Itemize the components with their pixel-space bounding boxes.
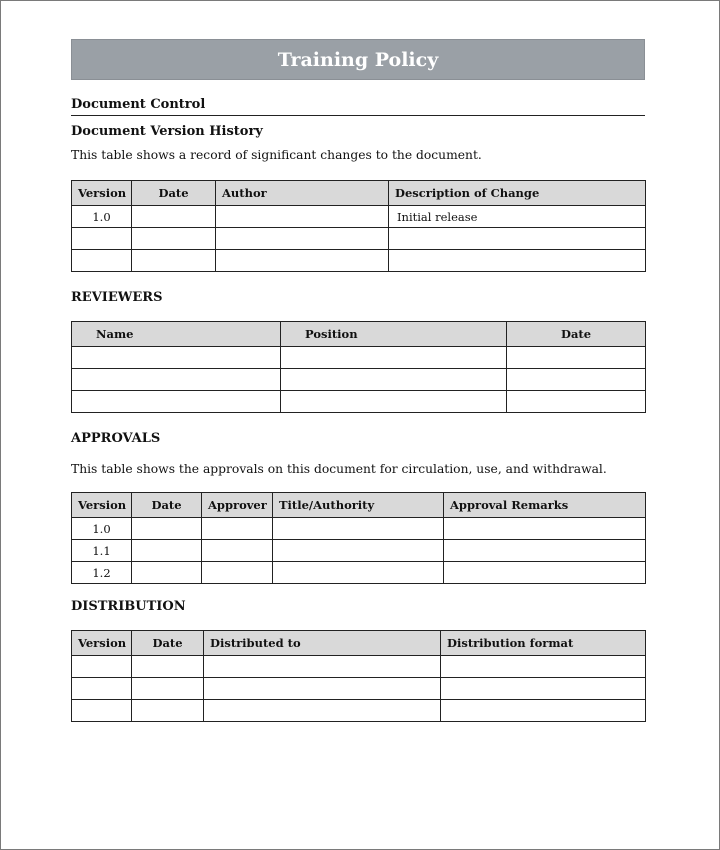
table-cell[interactable] <box>132 656 204 678</box>
column-header: Description of Change <box>389 181 646 206</box>
table-cell[interactable] <box>441 678 646 700</box>
table-cell[interactable] <box>441 656 646 678</box>
table-row <box>72 562 646 584</box>
table-cell[interactable] <box>72 700 132 722</box>
column-header: Position <box>281 322 507 347</box>
table-cell[interactable]: 1.0 <box>72 206 132 228</box>
table-cell[interactable] <box>72 228 132 250</box>
table-cell[interactable] <box>132 228 216 250</box>
approvals-intro: This table shows the approvals on this document for circulation, use, and withdrawal. <box>71 462 607 476</box>
column-header: Version <box>72 631 132 656</box>
table-cell[interactable]: 1.1 <box>72 540 132 562</box>
table-cell[interactable] <box>204 700 441 722</box>
table-row <box>72 518 646 540</box>
table-cell[interactable] <box>202 540 273 562</box>
table-cell[interactable] <box>281 347 507 369</box>
table-cell[interactable] <box>281 391 507 413</box>
table-row <box>72 700 646 722</box>
table-cell[interactable] <box>132 540 202 562</box>
table-row <box>72 369 646 391</box>
version-history-heading: Document Version History <box>71 124 263 139</box>
table-row <box>72 347 646 369</box>
column-header: Date <box>132 631 204 656</box>
column-header: Version <box>72 493 132 518</box>
table-cell[interactable] <box>72 656 132 678</box>
column-header: Date <box>132 493 202 518</box>
approvals-table <box>71 492 646 584</box>
table-row <box>72 656 646 678</box>
table-cell[interactable] <box>216 250 389 272</box>
table-cell[interactable] <box>132 518 202 540</box>
table-cell[interactable] <box>444 540 646 562</box>
table-row <box>72 540 646 562</box>
table-cell[interactable] <box>273 562 444 584</box>
column-header: Approval Remarks <box>444 493 646 518</box>
table-row <box>72 228 646 250</box>
table-cell[interactable] <box>72 391 281 413</box>
document-control-heading: Document Control <box>71 97 206 112</box>
table-cell[interactable] <box>273 518 444 540</box>
column-header: Distributed to <box>204 631 441 656</box>
table-cell[interactable]: 1.2 <box>72 562 132 584</box>
table-cell[interactable] <box>202 518 273 540</box>
table-cell[interactable] <box>444 562 646 584</box>
table-cell[interactable] <box>389 250 646 272</box>
table-cell[interactable]: Initial release <box>389 206 646 228</box>
table-cell[interactable]: 1.0 <box>72 518 132 540</box>
table-cell[interactable] <box>204 656 441 678</box>
table-cell[interactable] <box>281 369 507 391</box>
table-row <box>72 391 646 413</box>
table-cell[interactable] <box>132 206 216 228</box>
column-header: Title/Authority <box>273 493 444 518</box>
table-header-row <box>72 322 646 347</box>
column-header: Version <box>72 181 132 206</box>
table-row <box>72 206 646 228</box>
table-cell[interactable] <box>389 228 646 250</box>
table-header-row <box>72 493 646 518</box>
table-cell[interactable] <box>204 678 441 700</box>
table-cell[interactable] <box>441 700 646 722</box>
table-cell[interactable] <box>72 369 281 391</box>
table-row <box>72 250 646 272</box>
table-cell[interactable] <box>216 228 389 250</box>
document-title: Training Policy <box>71 39 645 80</box>
table-cell[interactable] <box>132 678 204 700</box>
column-header: Name <box>72 322 281 347</box>
table-cell[interactable] <box>507 391 646 413</box>
column-header: Approver <box>202 493 273 518</box>
column-header: Date <box>507 322 646 347</box>
approvals-heading: APPROVALS <box>71 431 161 446</box>
table-cell[interactable] <box>132 700 204 722</box>
table-cell[interactable] <box>72 678 132 700</box>
section-divider <box>71 115 645 116</box>
table-row <box>72 678 646 700</box>
column-header: Author <box>216 181 389 206</box>
table-cell[interactable] <box>444 518 646 540</box>
reviewers-heading: REVIEWERS <box>71 290 163 305</box>
table-cell[interactable] <box>507 369 646 391</box>
table-cell[interactable] <box>132 250 216 272</box>
table-header-row <box>72 631 646 656</box>
table-cell[interactable] <box>202 562 273 584</box>
version-history-intro: This table shows a record of significant changes to the document. <box>71 148 482 162</box>
version-history-table <box>71 180 646 272</box>
table-cell[interactable] <box>216 206 389 228</box>
table-cell[interactable] <box>72 347 281 369</box>
table-cell[interactable] <box>72 250 132 272</box>
column-header: Distribution format <box>441 631 646 656</box>
table-cell[interactable] <box>507 347 646 369</box>
distribution-table <box>71 630 646 722</box>
table-cell[interactable] <box>273 540 444 562</box>
table-cell[interactable] <box>132 562 202 584</box>
distribution-heading: DISTRIBUTION <box>71 599 186 614</box>
reviewers-table <box>71 321 646 413</box>
table-header-row <box>72 181 646 206</box>
column-header: Date <box>132 181 216 206</box>
